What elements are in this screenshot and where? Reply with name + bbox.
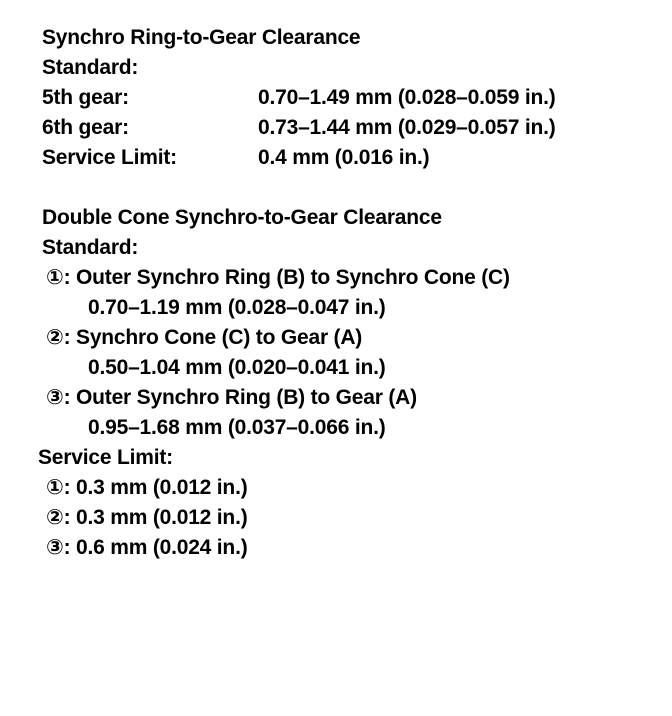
spec-row-value: 0.70–1.49 mm (0.028–0.059 in.): [258, 86, 556, 109]
section1-service-limit: [42, 143, 430, 173]
service-limit-label: Service Limit:: [42, 146, 177, 169]
circled-number-marker: ③:: [46, 386, 77, 409]
service-limit-value: 0.3 mm (0.012 in.): [76, 506, 248, 529]
clearance-item-3: [46, 383, 417, 413]
clearance-item-desc: Synchro Cone (C) to Gear (A): [76, 326, 363, 349]
clearance-item-1-value: 0.70–1.19 mm (0.028–0.047 in.): [88, 296, 386, 319]
clearance-item-2: [46, 323, 362, 353]
section1-standard-label: Standard:: [42, 56, 139, 79]
service-limit-item-2: [46, 503, 248, 533]
section2-standard-label: Standard:: [42, 236, 139, 259]
service-limit-value: 0.3 mm (0.012 in.): [76, 476, 248, 499]
clearance-item-desc: Outer Synchro Ring (B) to Gear (A): [76, 386, 417, 409]
circled-number-marker: ①:: [46, 476, 77, 499]
section2-title: Double Cone Synchro-to-Gear Clearance: [42, 206, 442, 229]
spec-row-value: 0.73–1.44 mm (0.029–0.057 in.): [258, 116, 556, 139]
clearance-item-2-value: 0.50–1.04 mm (0.020–0.041 in.): [88, 356, 386, 379]
clearance-item-desc: Outer Synchro Ring (B) to Synchro Cone (C): [76, 266, 510, 289]
service-limit-value: 0.6 mm (0.024 in.): [76, 536, 248, 559]
service-limit-item-1: [46, 473, 248, 503]
spec-row-label: 6th gear:: [42, 116, 129, 139]
section2-service-limit-label: Service Limit:: [38, 446, 173, 469]
circled-number-marker: ②:: [46, 326, 77, 349]
spec-row-label: 5th gear:: [42, 86, 129, 109]
clearance-item-3-value: 0.95–1.68 mm (0.037–0.066 in.): [88, 416, 386, 439]
service-limit-item-3: [46, 533, 248, 563]
spec-row-6th-gear: [42, 113, 556, 143]
section1-title: Synchro Ring-to-Gear Clearance: [42, 26, 361, 49]
clearance-item-1: [46, 263, 510, 293]
circled-number-marker: ②:: [46, 506, 77, 529]
circled-number-marker: ③:: [46, 536, 77, 559]
spec-row-5th-gear: [42, 83, 556, 113]
circled-number-marker: ①:: [46, 266, 77, 289]
service-limit-value: 0.4 mm (0.016 in.): [258, 146, 430, 169]
